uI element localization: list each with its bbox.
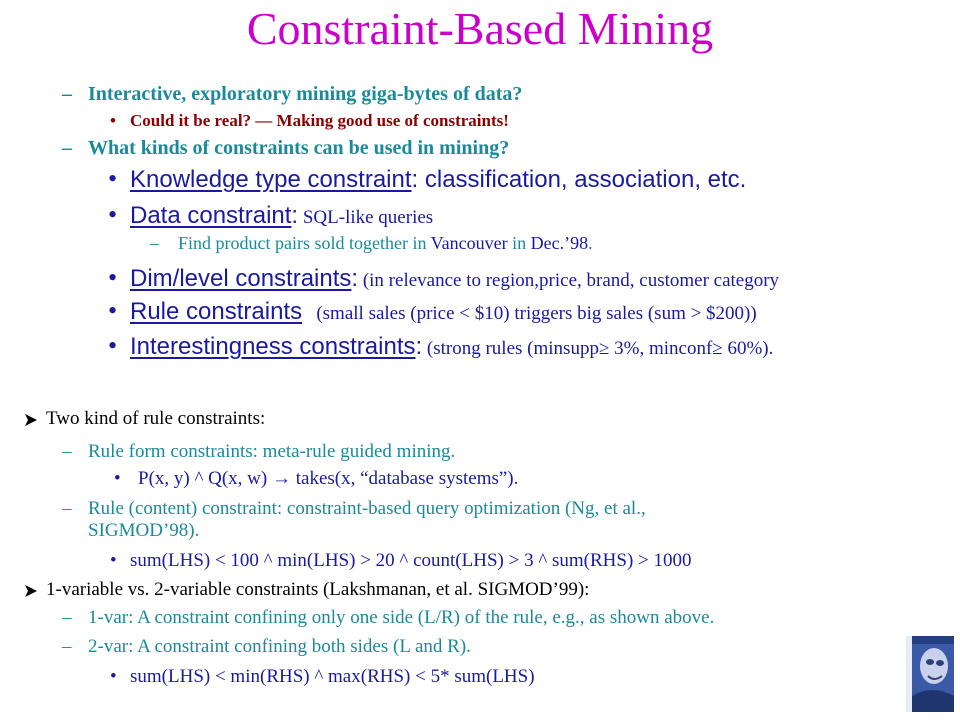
content-constraint-example: sum(LHS) < 100 ^ min(LHS) > 20 ^ count(LHS) > 3 ^ sum(RHS) > 1000	[130, 550, 692, 571]
two-var-example: sum(LHS) < min(RHS) ^ max(RHS) < 5* sum(LHS)	[130, 666, 535, 687]
kind-interestingness: Interestingness constraints: (strong rules (minsupp≥ 3%, minconf≥ 60%).	[130, 333, 774, 360]
interestingness-desc: (strong rules (minsupp≥ 3%, minconf≥ 60%).	[422, 338, 774, 359]
question-interactive: Interactive, exploratory mining giga-bytes of data?	[88, 83, 523, 105]
dash-marker: –	[62, 83, 72, 105]
bullet-marker: •	[110, 111, 116, 130]
rule-content-constraint-cont: SIGMOD’98).	[88, 520, 200, 541]
bullet-marker: •	[110, 550, 117, 571]
kind-data: Data constraint: SQL-like queries	[130, 202, 434, 229]
arrow-bullet-icon	[24, 584, 38, 598]
dash-marker: –	[62, 498, 72, 519]
dash-marker: –	[62, 607, 72, 628]
meta-rule-example: P(x, y) ^ Q(x, w) → takes(x, “database systems”).	[138, 468, 519, 489]
question-kinds: What kinds of constraints can be used in mining?	[88, 137, 510, 159]
kind-dim-level: Dim/level constraints: (in relevance to region,price, brand, customer category	[130, 265, 780, 292]
bullet-marker: •	[108, 200, 118, 229]
bullet-marker: •	[114, 468, 121, 489]
two-var-constraint: 2-var: A constraint confining both sides (L and R).	[88, 636, 471, 657]
heading-variable-constraints: 1-variable vs. 2-variable constraints (Lakshmanan, et al. SIGMOD’99):	[46, 579, 590, 600]
dim-level-desc: (in relevance to region,price, brand, customer category	[358, 270, 780, 291]
knowledge-type-term: Knowledge type constraint	[130, 166, 412, 193]
data-constraint-term: Data constraint	[130, 202, 292, 229]
portrait-thumbnail	[906, 636, 954, 712]
dash-marker: –	[62, 137, 72, 159]
heading-rule-constraint-kinds: Two kind of rule constraints:	[46, 408, 266, 429]
subpoint-real: Could it be real? — Making good use of constraints!	[130, 111, 509, 130]
bullet-marker: •	[110, 666, 117, 687]
dash-marker: –	[62, 636, 72, 657]
slide-title: Constraint-Based Mining	[246, 3, 714, 54]
arrow-bullet-icon	[24, 413, 38, 427]
bullet-marker: •	[108, 296, 118, 325]
dim-level-term: Dim/level constraints	[130, 265, 352, 292]
rule-constraints-term: Rule constraints	[130, 298, 303, 325]
bullet-marker: •	[108, 164, 118, 193]
bullet-marker: •	[108, 331, 118, 360]
data-constraint-example: Find product pairs sold together in Vancouver in Dec.’98.	[178, 233, 593, 253]
dash-marker: –	[150, 233, 159, 253]
kind-rule	[130, 298, 757, 326]
rule-content-constraint: Rule (content) constraint: constraint-based query optimization (Ng, et al.,	[88, 498, 646, 519]
rule-form-constraints: Rule form constraints: meta-rule guided mining.	[88, 441, 456, 462]
kind-knowledge: Knowledge type constraint: classification, association, etc.	[130, 166, 747, 193]
date-highlight: Dec.’98	[530, 233, 589, 253]
one-var-constraint: 1-var: A constraint confining only one side (L/R) of the rule, e.g., as shown above.	[88, 607, 715, 628]
data-constraint-desc: SQL-like queries	[298, 207, 434, 228]
interestingness-term: Interestingness constraints	[130, 333, 416, 360]
dash-marker: –	[62, 441, 72, 462]
rule-constraints-desc: (small sales (price < $10) triggers big sales (sum > $200))	[311, 303, 757, 324]
bullet-marker: •	[108, 263, 118, 292]
place-highlight: Vancouver	[430, 233, 508, 253]
knowledge-type-desc: classification, association, etc.	[418, 166, 747, 193]
